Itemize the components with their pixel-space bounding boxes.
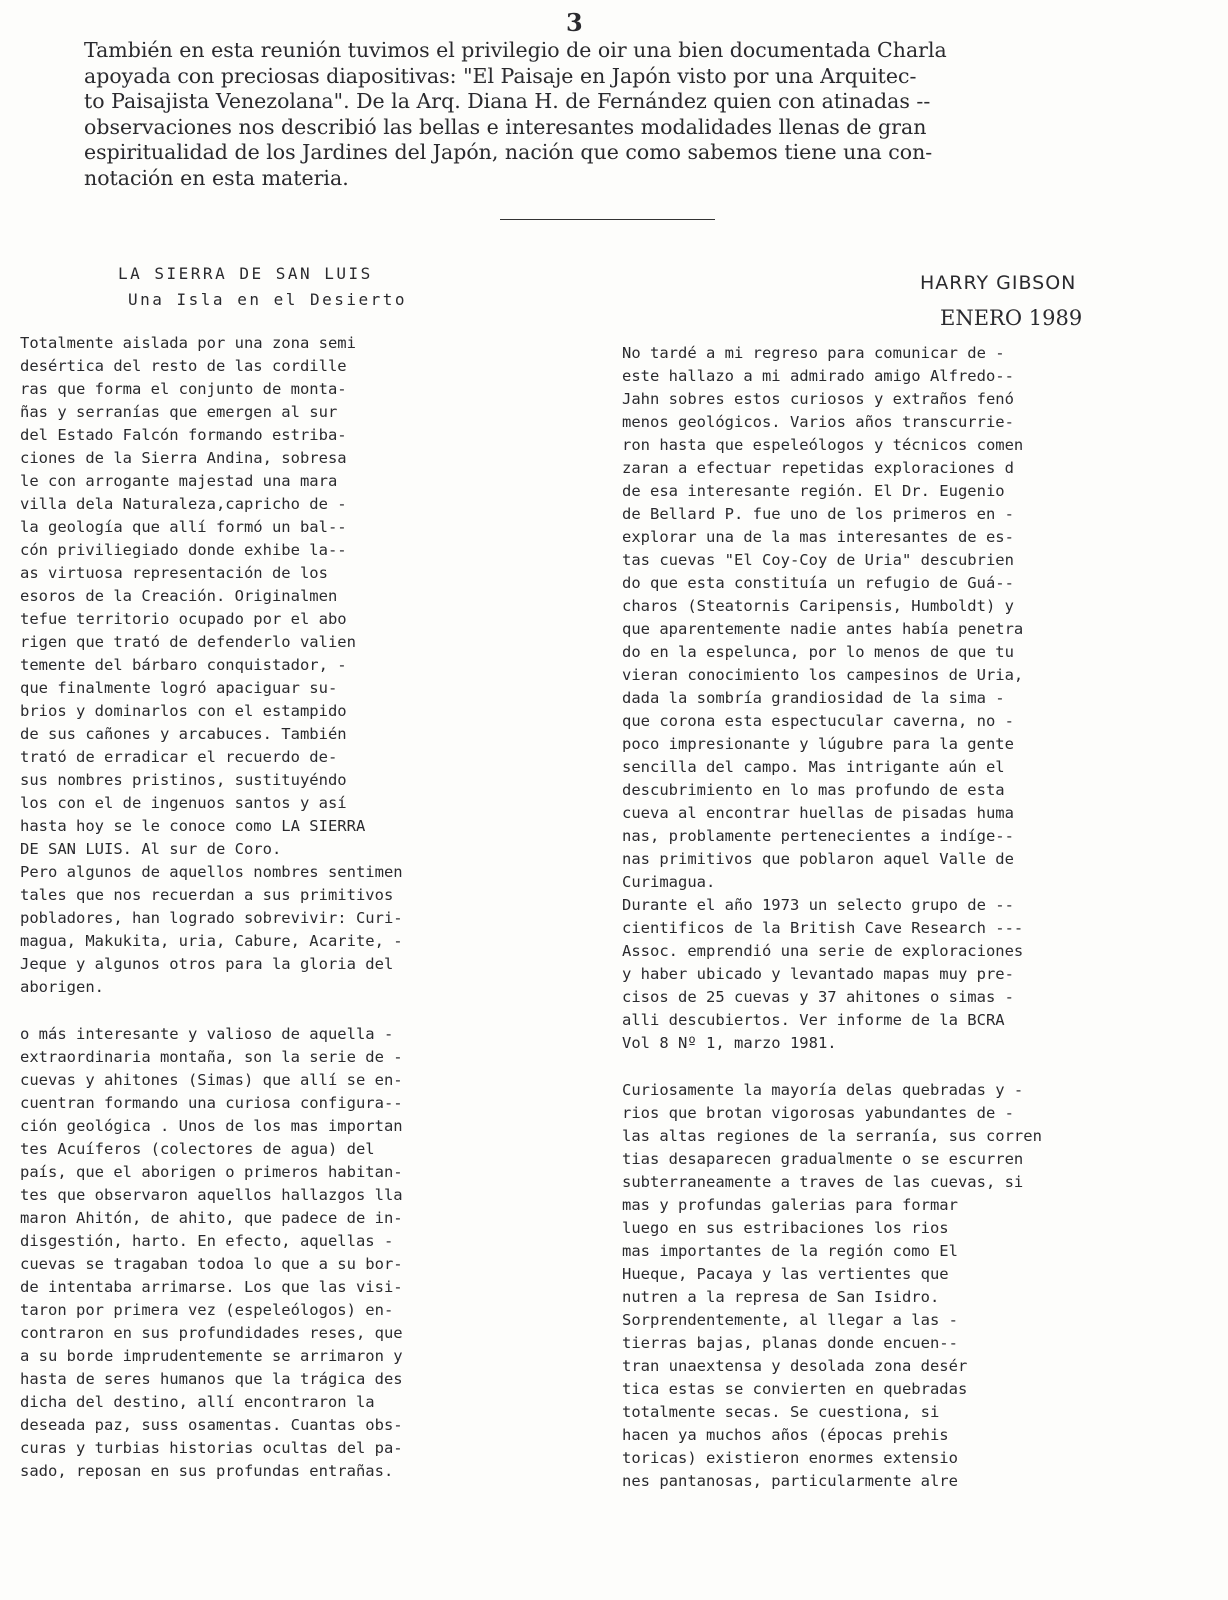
text-line: que corona esta espectucular caverna, no - (622, 712, 1014, 730)
text-line: de sus cañones y arcabuces. También (20, 725, 347, 743)
text-line: tales que nos recuerdan a sus primitivos (20, 886, 394, 904)
text-line: Curimagua. (622, 873, 716, 891)
text-line: ron hasta que espeleólogos y técnicos comen (622, 436, 1024, 454)
text-line: que aparentemente nadie antes había penetra (622, 620, 1024, 638)
text-line: mas importantes de la región como El (622, 1242, 958, 1260)
text-line: rigen que trató de defenderlo valien (20, 633, 356, 651)
text-line: do que esta constituía un refugio de Guá-- (622, 574, 1014, 592)
text-line: alli descubiertos. Ver informe de la BCRA (622, 1011, 1005, 1029)
text-line: Jahn sobres estos curiosos y extraños fenó (622, 390, 1014, 408)
article-date: ENERO 1989 (940, 306, 1083, 330)
text-line: Durante el año 1973 un selecto grupo de -- (622, 896, 1014, 914)
text-line: tias desaparecen gradualmente o se escurren (622, 1150, 1024, 1168)
text-line: ciones de la Sierra Andina, sobresa (20, 449, 347, 467)
text-line: nutren a la represa de San Isidro. (622, 1288, 940, 1306)
text-line: maron Ahitón, de ahito, que padece de in- (20, 1209, 403, 1227)
right-column (622, 342, 1162, 1493)
left-column (20, 332, 550, 1483)
text-line: tierras bajas, planas donde encuen-- (622, 1334, 958, 1352)
text-line: hasta de seres humanos que la trágica des (20, 1370, 403, 1388)
intro-line: to Paisajista Venezolana". De la Arq. Diana H. de Fernández quien con atinadas -- (84, 89, 931, 113)
text-line: del Estado Falcón formando estriba- (20, 426, 347, 444)
text-line: trató de erradicar el recuerdo de- (20, 748, 338, 766)
text-line: No tardé a mi regreso para comunicar de - (622, 344, 1005, 362)
text-line: Jeque y algunos otros para la gloria del (20, 955, 394, 973)
text-line: subterraneamente a traves de las cuevas, si (622, 1173, 1024, 1191)
text-line: cón priviliegiado donde exhibe la-- (20, 541, 347, 559)
text-line: las altas regiones de la serranía, sus corren (622, 1127, 1042, 1145)
intro-line: apoyada con preciosas diapositivas: "El Paisaje en Japón visto por una Arquitec- (84, 63, 917, 88)
text-line: o más interesante y valioso de aquella - (20, 1025, 394, 1043)
text-line: magua, Makukita, uria, Cabure, Acarite, - (20, 932, 403, 950)
right-block-2 (622, 1079, 1162, 1493)
text-line: mas y profundas galerias para formar (622, 1196, 958, 1214)
text-line: los con el de ingenuos santos y así (20, 794, 347, 812)
text-line: hasta hoy se le conoce como LA SIERRA (20, 817, 366, 835)
intro-line: observaciones nos describió las bellas e interesantes modalidades llenas de gran (84, 114, 927, 139)
text-line: tefue territorio ocupado por el abo (20, 610, 347, 628)
text-line: tica estas se convierten en quebradas (622, 1380, 968, 1398)
left-block-1 (20, 332, 550, 999)
text-line: tran unaextensa y desolada zona desér (622, 1357, 968, 1375)
text-line: menos geológicos. Varios años transcurrie- (622, 413, 1014, 431)
text-line: cuentran formando una curiosa configura-- (20, 1094, 403, 1112)
text-line: cuevas se tragaban todoa lo que a su bor- (20, 1255, 403, 1273)
text-line: taron por primera vez (espeleólogos) en- (20, 1301, 394, 1319)
text-line: as virtuosa representación de los (20, 564, 328, 582)
text-line: aborigen. (20, 978, 104, 996)
text-line: cueva al encontrar huellas de pisadas huma (622, 804, 1014, 822)
text-line: dicha del destino, allí encontraron la (20, 1393, 375, 1411)
text-line: nas, problamente pertenecientes a indíge-- (622, 827, 1014, 845)
article-title: LA SIERRA DE SAN LUIS (118, 264, 373, 283)
intro-line: espiritualidad de los Jardines del Japón, nación que como sabemos tiene una con- (84, 140, 933, 164)
text-line: desértica del resto de las cordille (20, 357, 347, 375)
text-line: le con arrogante majestad una mara (20, 472, 338, 490)
text-line: nas primitivos que poblaron aquel Valle de (622, 850, 1014, 868)
text-line: y haber ubicado y levantado mapas muy pre- (622, 965, 1014, 983)
text-line: de intentaba arrimarse. Los que las visi- (20, 1278, 403, 1296)
text-line: cientificos de la British Cave Research --- (622, 919, 1024, 937)
text-line: que finalmente logró apaciguar su- (20, 679, 338, 697)
text-line: DE SAN LUIS. Al sur de Coro. (20, 840, 282, 858)
text-line: la geología que allí formó un bal-- (20, 518, 347, 536)
page-number: 3 (566, 8, 583, 37)
article-subtitle: Una Isla en el Desierto (128, 290, 408, 309)
text-line: do en la espelunca, por lo menos de que tu (622, 643, 1014, 661)
text-line: este hallazo a mi admirado amigo Alfredo-- (622, 367, 1014, 385)
text-line: contraron en sus profundidades reses, que (20, 1324, 403, 1342)
text-line: sus nombres pristinos, sustituyéndo (20, 771, 347, 789)
section-divider (500, 219, 715, 220)
text-line: rios que brotan vigorosas yabundantes de - (622, 1104, 1014, 1122)
text-line: descubrimiento en lo mas profundo de esta (622, 781, 1005, 799)
intro-line: También en esta reunión tuvimos el privilegio de oir una bien documentada Charla (84, 38, 947, 62)
article-author: HARRY GIBSON (920, 272, 1077, 294)
text-line: tes que observaron aquellos hallazgos lla (20, 1186, 403, 1204)
text-line: tes Acuíferos (colectores de agua) del (20, 1140, 375, 1158)
text-line: totalmente secas. Se cuestiona, si (622, 1403, 940, 1421)
text-line: Vol 8 Nº 1, marzo 1981. (622, 1034, 837, 1052)
left-block-2 (20, 1023, 550, 1483)
text-line: vieran conocimiento los campesinos de Uria, (622, 666, 1024, 684)
text-line: ñas y serranías que emergen al sur (20, 403, 338, 421)
text-line: toricas) existieron enormes extensio (622, 1449, 958, 1467)
text-line: Totalmente aislada por una zona semi (20, 334, 356, 352)
text-line: Sorprendentemente, al llegar a las - (622, 1311, 958, 1329)
text-line: sado, reposan en sus profundas entrañas. (20, 1462, 394, 1480)
text-line: pobladores, han logrado sobrevivir: Curi- (20, 909, 403, 927)
right-block-1 (622, 342, 1162, 1055)
intro-line: notación en esta materia. (84, 165, 349, 190)
intro-paragraph (84, 38, 1084, 191)
text-line: esoros de la Creación. Originalmen (20, 587, 338, 605)
text-line: explorar una de la mas interesantes de es- (622, 528, 1014, 546)
text-line: ras que forma el conjunto de monta- (20, 380, 347, 398)
text-line: temente del bárbaro conquistador, - (20, 656, 347, 674)
text-line: villa dela Naturaleza,capricho de - (20, 495, 347, 513)
text-line: Pero algunos de aquellos nombres sentimen (20, 863, 403, 881)
text-line: Assoc. emprendió una serie de exploraciones (622, 942, 1024, 960)
text-line: tas cuevas "El Coy-Coy de Uria" descubrien (622, 551, 1014, 569)
text-line: Curiosamente la mayoría delas quebradas y - (622, 1081, 1024, 1099)
text-line: luego en sus estribaciones los rios (622, 1219, 949, 1237)
text-line: curas y turbias historias ocultas del pa- (20, 1439, 403, 1457)
text-line: brios y dominarlos con el estampido (20, 702, 347, 720)
text-line: nes pantanosas, particularmente alre (622, 1472, 958, 1490)
text-line: de Bellard P. fue uno de los primeros en - (622, 505, 1014, 523)
text-line: a su borde imprudentemente se arrimaron y (20, 1347, 403, 1365)
text-line: país, que el aborigen o primeros habitan- (20, 1163, 403, 1181)
text-line: dada la sombría grandiosidad de la sima - (622, 689, 1005, 707)
text-line: sencilla del campo. Mas intrigante aún el (622, 758, 1005, 776)
text-line: charos (Steatornis Caripensis, Humboldt) y (622, 597, 1014, 615)
text-line: poco impresionante y lúgubre para la gente (622, 735, 1014, 753)
text-line: cisos de 25 cuevas y 37 ahitones o simas - (622, 988, 1014, 1006)
text-line: zaran a efectuar repetidas exploraciones d (622, 459, 1014, 477)
text-line: extraordinaria montaña, son la serie de - (20, 1048, 403, 1066)
text-line: cuevas y ahitones (Simas) que allí se en- (20, 1071, 403, 1089)
text-line: hacen ya muchos años (épocas prehis (622, 1426, 949, 1444)
text-line: ción geológica . Unos de los mas importan (20, 1117, 403, 1135)
text-line: de esa interesante región. El Dr. Eugenio (622, 482, 1005, 500)
text-line: Hueque, Pacaya y las vertientes que (622, 1265, 949, 1283)
text-line: disgestión, harto. En efecto, aquellas - (20, 1232, 394, 1250)
text-line: deseada paz, suss osamentas. Cuantas obs- (20, 1416, 403, 1434)
